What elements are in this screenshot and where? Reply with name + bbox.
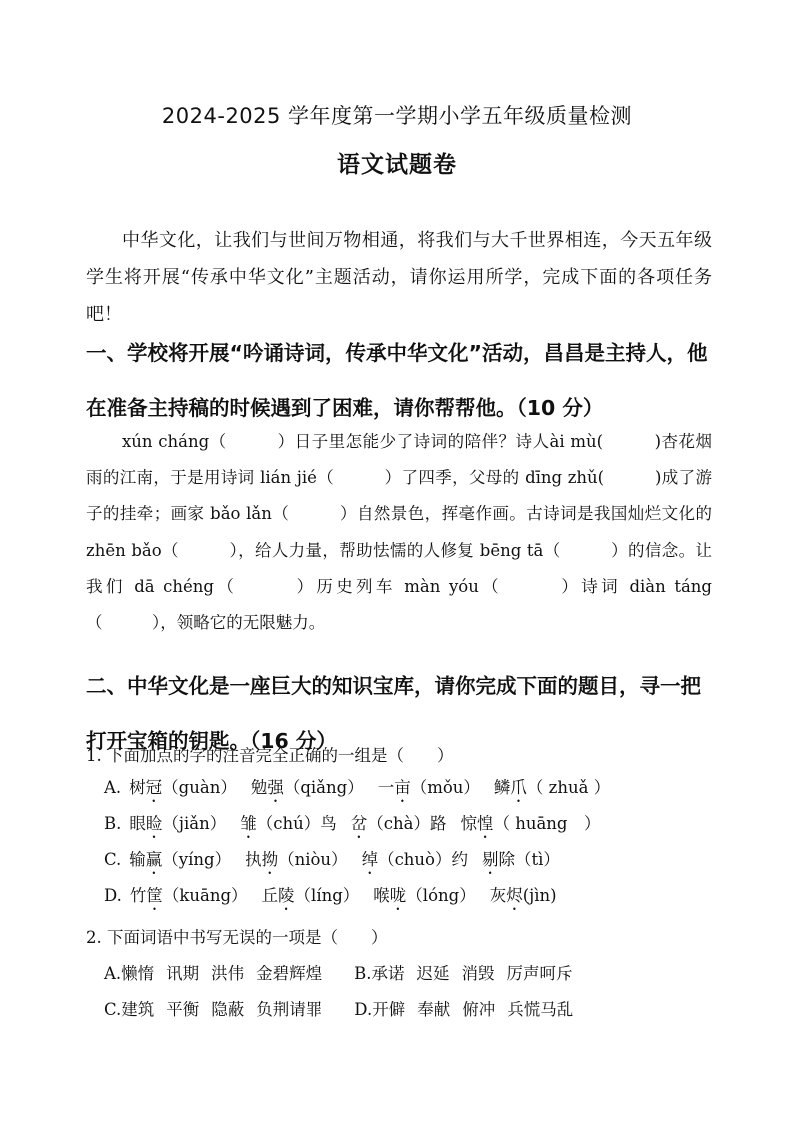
- word-prefix: 输: [129, 850, 146, 869]
- option-label: A.: [104, 778, 122, 797]
- vocabulary-word: 负荆请罪: [256, 1000, 323, 1019]
- word-prefix: 喉: [373, 886, 390, 905]
- vocabulary-word: 讯期: [166, 964, 200, 983]
- vocabulary-word: 兵慌马乱: [507, 1000, 574, 1019]
- q2-option-a: [104, 960, 334, 984]
- q1-option-d: [104, 882, 571, 914]
- dotted-character: 烬: [506, 886, 523, 905]
- q2-option-b: [354, 960, 584, 984]
- dotted-character: 亩: [394, 778, 411, 797]
- pinyin-annotation: （chà）路: [367, 814, 447, 833]
- word-prefix: 树: [129, 778, 146, 797]
- pinyin-item: [494, 774, 610, 806]
- vocabulary-word: 俯冲: [462, 1000, 496, 1019]
- option-label: C.: [104, 850, 122, 869]
- pinyin-annotation: （kuāng）: [162, 886, 248, 905]
- q1-option-c: [104, 846, 574, 878]
- dotted-character: 爪: [510, 778, 527, 797]
- pinyin-annotation: （lóng）: [406, 886, 476, 905]
- pinyin-annotation: （mǒu）: [410, 778, 480, 797]
- question-2-stem: 2. 下面词语中书写无误的一项是（ ）: [86, 928, 388, 947]
- pinyin-item: [129, 774, 237, 806]
- word-prefix: 竹: [129, 886, 147, 905]
- pinyin-item: [129, 810, 226, 842]
- pinyin-item: [362, 846, 468, 878]
- option-label: B.: [354, 964, 372, 983]
- pinyin-item: [245, 846, 347, 878]
- exam-title: 2024-2025 学年度第一学期小学五年级质量检测: [161, 104, 633, 128]
- vocabulary-word: 厉声呵斥: [506, 964, 573, 983]
- dotted-character: 岔: [350, 814, 368, 833]
- pinyin-annotation: （guàn）: [162, 778, 237, 797]
- exam-subtitle: 语文试题卷: [337, 152, 457, 178]
- vocabulary-word: 洪伟: [211, 964, 245, 983]
- vocabulary-word: 金碧辉煌: [256, 964, 323, 983]
- intro-paragraph: 中华文化，让我们与世间万物相通，将我们与大千世界相连，今天五年级学生将开展“传承中华文化”主题活动，请你运用所学，完成下面的各项任务吧！: [86, 230, 712, 325]
- q2-options-row: [104, 996, 585, 1020]
- pinyin-annotation: 除（tì）: [498, 850, 560, 869]
- option-label: C.: [104, 1000, 122, 1019]
- dotted-character: 冠: [145, 778, 163, 797]
- q2-option-d: [354, 996, 585, 1020]
- word-prefix: 丘: [261, 886, 279, 905]
- word-prefix: 执: [245, 850, 262, 869]
- option-label: D.: [354, 1000, 373, 1019]
- dotted-character: 强: [267, 778, 284, 797]
- dotted-character: 惶: [476, 814, 494, 833]
- pinyin-item: [262, 882, 360, 914]
- pinyin-annotation: （ zhuǎ ）: [526, 778, 611, 797]
- pinyin-annotation: (jìn): [522, 886, 557, 905]
- vocabulary-word: 建筑: [121, 1000, 155, 1019]
- dotted-character: 筐: [146, 886, 163, 905]
- dotted-character: 绰: [361, 850, 379, 869]
- word-prefix: 眼: [129, 814, 146, 833]
- q2-options-row: [104, 960, 585, 984]
- pinyin-annotation: （qiǎng）: [283, 778, 364, 797]
- dotted-character: 拗: [261, 850, 279, 869]
- pinyin-annotation: （ huāng ）: [493, 814, 601, 833]
- pinyin-annotation: （chuò）约: [378, 850, 468, 869]
- pinyin-item: [460, 810, 600, 842]
- option-label: A.: [104, 964, 122, 983]
- q1-option-b: [104, 810, 614, 842]
- pinyin-annotation: （chú）鸟: [256, 814, 337, 833]
- pinyin-item: [378, 774, 480, 806]
- word-prefix: 灰: [489, 886, 507, 905]
- pinyin-annotation: （jiǎn）: [162, 814, 227, 833]
- section1-heading: 一、学校将开展“吟诵诗词，传承中华文化”活动，昌昌是主持人，他在准备主持稿的时候遇到了困难，请你帮帮他。（10 分）: [86, 341, 708, 420]
- pinyin-item: [482, 846, 560, 878]
- pinyin-item: [490, 882, 557, 914]
- pinyin-item: [251, 774, 364, 806]
- pinyin-annotation: （niòu）: [278, 850, 348, 869]
- word-prefix: 一: [377, 778, 395, 797]
- q2-option-c: [104, 996, 334, 1020]
- vocabulary-word: 隐蔽: [211, 1000, 245, 1019]
- question-1-stem: 1. 下面加点的字的注音完全正确的一组是（ ）: [86, 746, 454, 765]
- dotted-character: 雏: [240, 814, 257, 833]
- vocabulary-word: 平衡: [166, 1000, 200, 1019]
- pinyin-item: [240, 810, 337, 842]
- vocabulary-word: 开僻: [372, 1000, 406, 1019]
- dotted-character: 剔: [482, 850, 499, 869]
- pinyin-item: [129, 846, 231, 878]
- pinyin-annotation: （yíng）: [162, 850, 232, 869]
- word-prefix: 勉: [250, 778, 268, 797]
- word-prefix: 惊: [460, 814, 477, 833]
- vocabulary-word: 承诺: [371, 964, 405, 983]
- q1-option-a: [104, 774, 624, 806]
- vocabulary-word: 奉献: [417, 1000, 451, 1019]
- dotted-character: 陵: [278, 886, 295, 905]
- pinyin-item: [351, 810, 447, 842]
- vocabulary-word: 迟延: [416, 964, 450, 983]
- dotted-character: 赢: [145, 850, 163, 869]
- vocabulary-word: 消毁: [461, 964, 495, 983]
- section2-heading: 二、中华文化是一座巨大的知识宝库，请你完成下面的题目，寻一把打开宝箱的钥匙。（16 分）: [86, 674, 701, 753]
- option-label: B.: [104, 814, 122, 833]
- dotted-character: 咙: [389, 886, 407, 905]
- section1-pinyin-passage: xún cháng（ ）日子里怎能少了诗词的陪伴？诗人ài mù( )杏花烟雨的江南，于是用诗词 lián jié（ ）了四季，父母的 dīng zhǔ( )成了游子的挂牵；画家 bǎo lǎn（ ）自然景色，挥毫作画。古诗词是我国灿烂文化的 zhēn bǎo（ ），给人力量，帮助怯懦的人修复 bēng tā（ ）的信念。让我们 dā chéng（ ）历史列车 màn yóu（ ）诗词 diàn táng （ ），领略它的无限魅力。: [86, 432, 712, 633]
- word-prefix: 鳞: [493, 778, 511, 797]
- dotted-character: 睑: [145, 814, 163, 833]
- option-label: D.: [104, 886, 122, 905]
- pinyin-item: [130, 882, 248, 914]
- pinyin-annotation: （líng）: [294, 886, 360, 905]
- vocabulary-word: 懒惰: [121, 964, 155, 983]
- pinyin-item: [373, 882, 475, 914]
